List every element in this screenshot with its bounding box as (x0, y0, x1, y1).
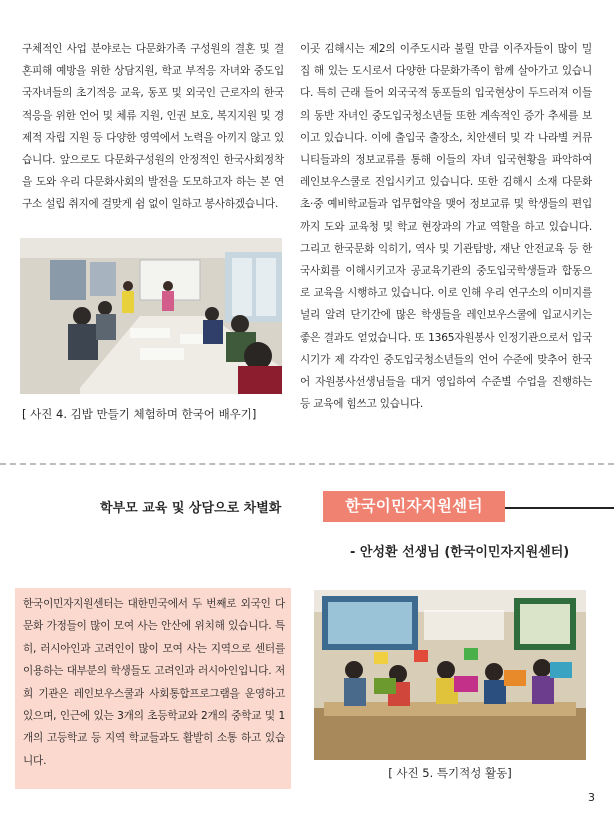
right-column (300, 38, 592, 415)
right-column-paragraph: 이곳 김해시는 제2의 이주도시라 불릴 만큼 이주자들이 많이 밀집 해 있는 도시로서 다양한 다문화가족이 함께 살아가고 있습니다. 특히 근래 들어 외국국적 동포들의 입국현상이 두드러져 이들의 동반 자녀인 중도입국청소년들 또한 계속적인 증가 추세를 보이고 있습니다. 이에 출입국 출장소, 치안센터 및 각 나라별 커뮤니티들과의 정보교류를 통해 이들의 자녀 입국현황을 파악하여 레인보우스쿨로 진입시키고 있습니다. 또한 김해시 소재 다문화 초·중 예비학교들과 업무협약을 맺어 정보교류 및 학생들의 편입까지 도와 교육청 및 학교 현장과의 가교 역할을 하고 있습니다. 그리고 한국문화 익히기, 역사 및 기관탐방, 재난 안전교육 등 한국사회를 이해시키고자 공교육기관의 중도입국학생들과 합동으로 교육을 시행하고 있습니다. 이로 인해 우리 연구소의 이미지를 널리 알려 단기간에 많은 학생들을 레인보우스쿨에 입교시키는 좋은 결과도 얻었습니다. 또 1365자원봉사 인정기관으로서 입국시기가 제 각각인 중도입국청소년들의 언어 수준에 맞추어 한국어 자원봉사선생님들을 대거 영입하여 수준별 수업을 진행하는 등 교육에 힘쓰고 있습니다. (300, 43, 592, 411)
page-number: 3 (588, 791, 595, 804)
photo-activity-class (314, 590, 586, 760)
photo-activity-class-image (314, 590, 586, 760)
photo-5-caption: [ 사진 5. 특기적성 활동] (388, 766, 512, 780)
section-subtitle: 학부모 교육 및 상담으로 차별화 (100, 501, 282, 516)
photo-kimbap-class-image (20, 238, 282, 394)
section-divider (0, 463, 614, 465)
title-rule (505, 507, 614, 509)
intro-paragraph: 한국이민자지원센터는 대한민국에서 두 번째로 외국인 다문화 가정들이 많이 모여 사는 안산에 위치해 있습니다. 특히, 러시아인과 고려인이 많이 모여 사는 지역으로 센터를 이용하는 대부분의 학생들도 고려인과 러시아인입니다. 저희 기관은 레인보우스쿨과 사회통합프로그램을 운영하고 있으며, 인근에 있는 3개의 초등학교와 2개의 중학교 및 1개의 고등학교 등 지역 학교들과도 활발히 소통 하고 있습니다. (23, 598, 285, 767)
author-credit: - 안성환 선생님 (한국이민자지원센터) (350, 545, 570, 560)
photo-kimbap-class (20, 238, 282, 394)
left-column-paragraph: 구체적인 사업 분야로는 다문화가족 구성원의 결혼 및 결혼피해 예방을 위한 상담지원, 학교 부적응 자녀와 중도입국자녀들의 초기적응 교육, 동포 및 외국인 근로자의 한국적응을 위한 언어 및 체류 지원, 인권 보호, 복지지원 및 경제적 자립 지원 등 다양한 영역에서 노력을 아끼지 않고 있습니다. 앞으로도 다문화구성원의 안정적인 한국사회정착을 도와 우리 다문화사회의 발전을 도모하고자 하는 본 연구소 설립 취지에 걸맞게 쉼 없이 일하고 봉사하겠습니다. (22, 43, 284, 211)
section-title: 한국이민자지원센터 (345, 497, 483, 515)
photo-4-caption: [ 사진 4. 김밥 만들기 체험하며 한국어 배우기] (22, 407, 257, 421)
left-column (22, 38, 284, 216)
